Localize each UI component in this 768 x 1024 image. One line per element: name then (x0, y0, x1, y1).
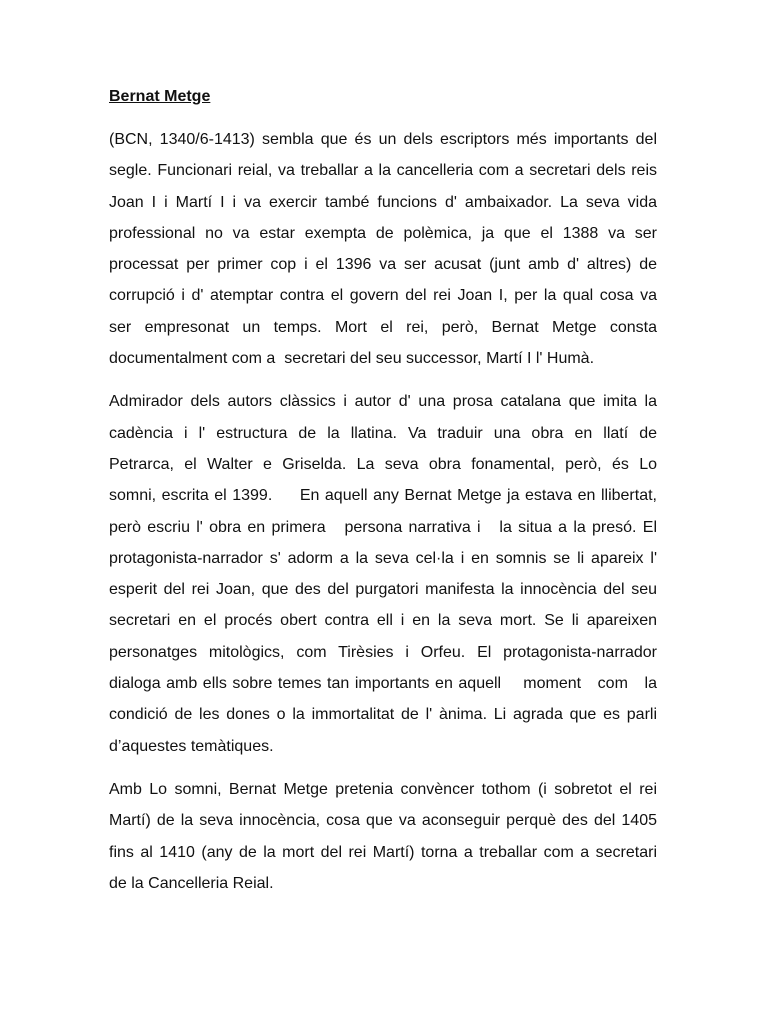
paragraph-line: documentalment com a secretari del seu successor, Martí I l' Humà. (109, 350, 595, 368)
paragraph-line: personatges mitològics, com Tirèsies i Orfeu. El protagonista-narrador (109, 643, 657, 661)
paragraph-line: de la Cancelleria Reial. (109, 874, 274, 892)
paragraph-line: Admirador dels autors clàssics i autor d' una prosa catalana que imita la (109, 393, 657, 411)
paragraph-line: corrupció i d' atemptar contra el govern del rei Joan I, per la qual cosa va (109, 287, 657, 305)
paragraph-line: somni, escrita el 1399. En aquell any Bernat Metge ja estava en llibertat, (109, 487, 657, 505)
paragraph-line: Joan I i Martí I i va exercir també funcions d' ambaixador. La seva vida (109, 193, 657, 211)
paragraph-line: d’aquestes temàtiques. (109, 737, 274, 755)
paragraph-line: Martí) de la seva innocència, cosa que va aconseguir perquè des del 1405 (109, 812, 657, 830)
paragraph-line: cadència i l' estructura de la llatina. Va traduir una obra en llatí de (109, 424, 657, 442)
paragraph-line: Petrarca, el Walter e Griselda. La seva obra fonamental, però, és Lo (109, 455, 657, 473)
paragraph-3 (109, 774, 657, 899)
paragraph-line: Amb Lo somni, Bernat Metge pretenia convèncer tothom (i sobretot el rei (109, 780, 657, 798)
paragraph-line: (BCN, 1340/6-1413) sembla que és un dels escriptors més importants del (109, 131, 657, 148)
paragraph-line: segle. Funcionari reial, va treballar a la cancelleria com a secretari dels reis (109, 162, 657, 180)
document-title: Bernat Metge (109, 88, 211, 105)
document-page (109, 86, 657, 911)
paragraph-line: ser empresonat un temps. Mort el rei, però, Bernat Metge consta (109, 318, 657, 336)
paragraph-line: esperit del rei Joan, que des del purgatori manifesta la innocència del seu (109, 581, 657, 599)
paragraph-1 (109, 124, 657, 374)
paragraph-line: fins al 1410 (any de la mort del rei Martí) torna a treballar com a secretari (109, 843, 657, 861)
paragraph-line: protagonista-narrador s' adorm a la seva cel·la i en somnis se li apareix l' (109, 549, 657, 567)
paragraph-line: secretari en el procés obert contra ell i en la seva mort. Se li apareixen (109, 612, 657, 630)
paragraph-line: condició de les dones o la immortalitat de l' ànima. Li agrada que es parli (109, 706, 657, 724)
paragraph-2 (109, 386, 657, 762)
paragraph-line: dialoga amb ells sobre temes tan importants en aquell moment com la (109, 675, 657, 693)
paragraph-line: professional no va estar exempta de polèmica, ja que el 1388 va ser (109, 224, 657, 242)
paragraph-line: però escriu l' obra en primera persona narrativa i la situa a la presó. El (109, 518, 657, 536)
paragraph-line: processat per primer cop i el 1396 va ser acusat (junt amb d' altres) de (109, 256, 657, 274)
